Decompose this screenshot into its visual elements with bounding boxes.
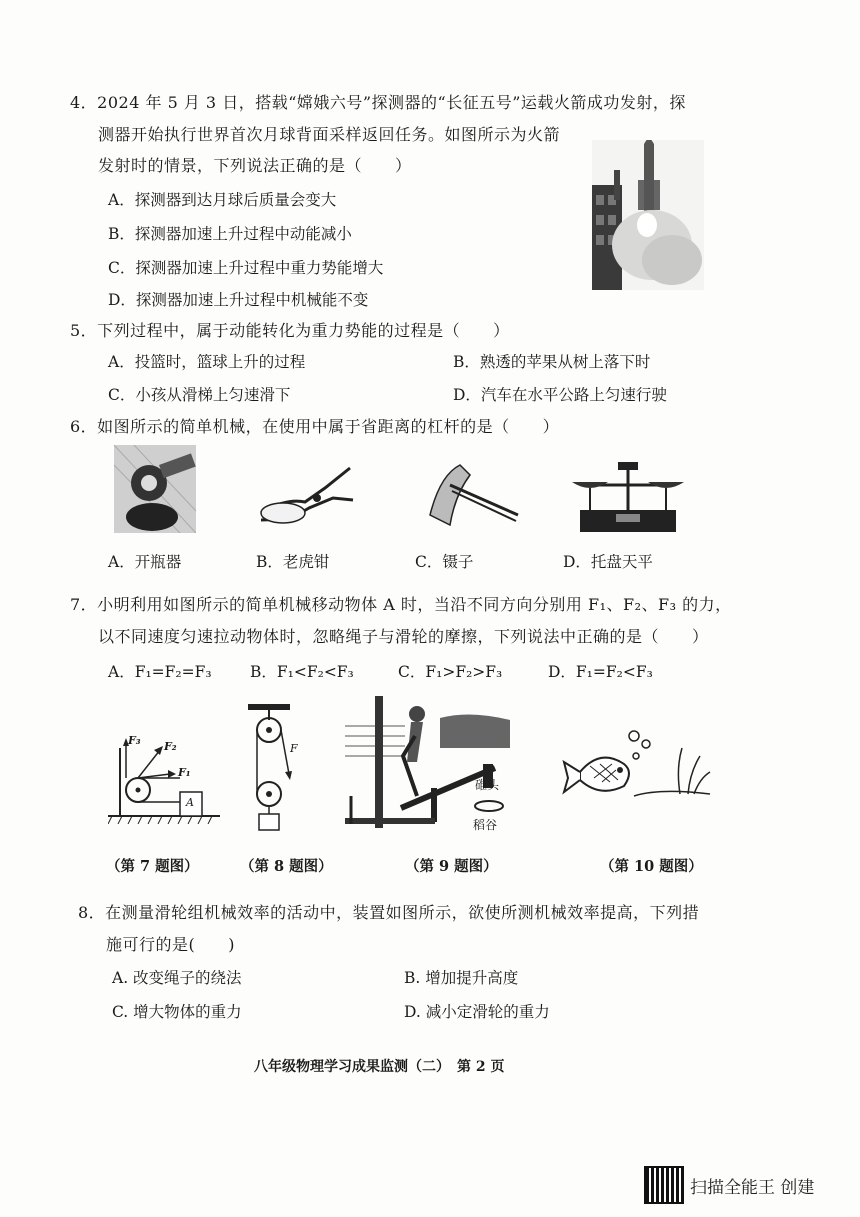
- q8-option-c: C. 增大物体的重力: [112, 1003, 242, 1021]
- q5-stem: 5．下列过程中，属于动能转化为重力势能的过程是（ ）: [70, 321, 510, 340]
- q5-option-a: A．投篮时，篮球上升的过程: [108, 353, 306, 371]
- fig10-caption: （第 10 题图）: [600, 858, 703, 875]
- fig7-caption: （第 7 题图）: [106, 858, 199, 875]
- fig7-label-a: A: [186, 796, 194, 809]
- q6-option-c: C．镊子: [415, 553, 474, 571]
- fig8-pulley-block-diagram: [244, 704, 304, 832]
- q4-stem-line-2: 测器开始执行世界首次月球背面采样返回任务。如图所示为火箭: [98, 125, 561, 144]
- page-footer: 八年级物理学习成果监测（二） 第 2 页: [254, 1059, 505, 1075]
- scanner-watermark: 扫描全能王 创建: [690, 1178, 815, 1198]
- fig9-label-pestle: 碓头: [475, 778, 500, 792]
- q8-option-b: B. 增加提升高度: [404, 969, 519, 987]
- q6-option-d: D．托盘天平: [563, 553, 653, 571]
- bottle-opener-image: [114, 445, 196, 533]
- q8-option-d: D. 减小定滑轮的重力: [404, 1003, 550, 1021]
- q8-stem-line-1: 8．在测量滑轮组机械效率的活动中，装置如图所示，欲使所测机械效率提高，下列措: [78, 903, 700, 922]
- fig8-label-f: F: [290, 742, 298, 755]
- q5-option-c: C．小孩从滑梯上匀速滑下: [108, 386, 291, 404]
- q4-option-b: B．探测器加速上升过程中动能减小: [108, 225, 352, 243]
- qr-code-icon: [644, 1166, 684, 1204]
- balance-scale-image: [568, 460, 688, 535]
- q8-stem-line-2: 施可行的是( ): [106, 935, 235, 954]
- rocket-launch-image: [592, 140, 704, 290]
- q5-option-b: B．熟透的苹果从树上落下时: [453, 353, 651, 371]
- q7-stem-line-2: 以不同速度匀速拉动物体时，忽略绳子与滑轮的摩擦，下列说法中正确的是（ ）: [98, 627, 709, 646]
- pliers-image: [255, 458, 355, 528]
- q6-stem: 6．如图所示的简单机械，在使用中属于省距离的杠杆的是（ ）: [70, 417, 560, 436]
- fig9-label-rice: 稻谷: [473, 818, 498, 832]
- fig7-label-f2: F₂: [164, 740, 177, 753]
- q7-option-c: C．F₁>F₂>F₃: [398, 663, 503, 681]
- q8-option-a: A. 改变绳子的绕法: [112, 969, 242, 987]
- q7-option-d: D．F₁=F₂<F₃: [548, 663, 653, 681]
- q4-stem-line-1: 4．2024 年 5 月 3 日，搭载“嫦娥六号”探测器的“长征五号”运载火箭成功发射，探: [70, 93, 686, 112]
- fig7-label-f1: F₁: [178, 766, 191, 779]
- fig9-caption: （第 9 题图）: [405, 858, 498, 875]
- tweezers-image: [420, 455, 520, 535]
- q7-stem-line-1: 7．小明利用如图所示的简单机械移动物体 A 时，当沿不同方向分别用 F₁、F₂、F₃ 的力，: [70, 595, 732, 614]
- q4-option-d: D．探测器加速上升过程中机械能不变: [108, 291, 369, 309]
- fig9-rice-pounder-diagram: [345, 696, 510, 832]
- q4-option-c: C．探测器加速上升过程中重力势能增大: [108, 259, 384, 277]
- fig7-pulley-diagram: [108, 728, 220, 824]
- fig7-label-f3: F₃: [128, 734, 141, 747]
- q4-stem-line-3: 发射时的情景，下列说法正确的是（ ）: [98, 156, 412, 175]
- q5-option-d: D．汽车在水平公路上匀速行驶: [453, 386, 667, 404]
- q6-option-a: A．开瓶器: [108, 553, 182, 571]
- fig8-caption: （第 8 题图）: [240, 858, 333, 875]
- q6-option-b: B．老虎钳: [256, 553, 330, 571]
- q4-option-a: A．探测器到达月球后质量会变大: [108, 191, 337, 209]
- fig10-fish-diagram: [560, 728, 712, 812]
- q7-option-a: A．F₁=F₂=F₃: [108, 663, 212, 681]
- q7-option-b: B．F₁<F₂<F₃: [250, 663, 354, 681]
